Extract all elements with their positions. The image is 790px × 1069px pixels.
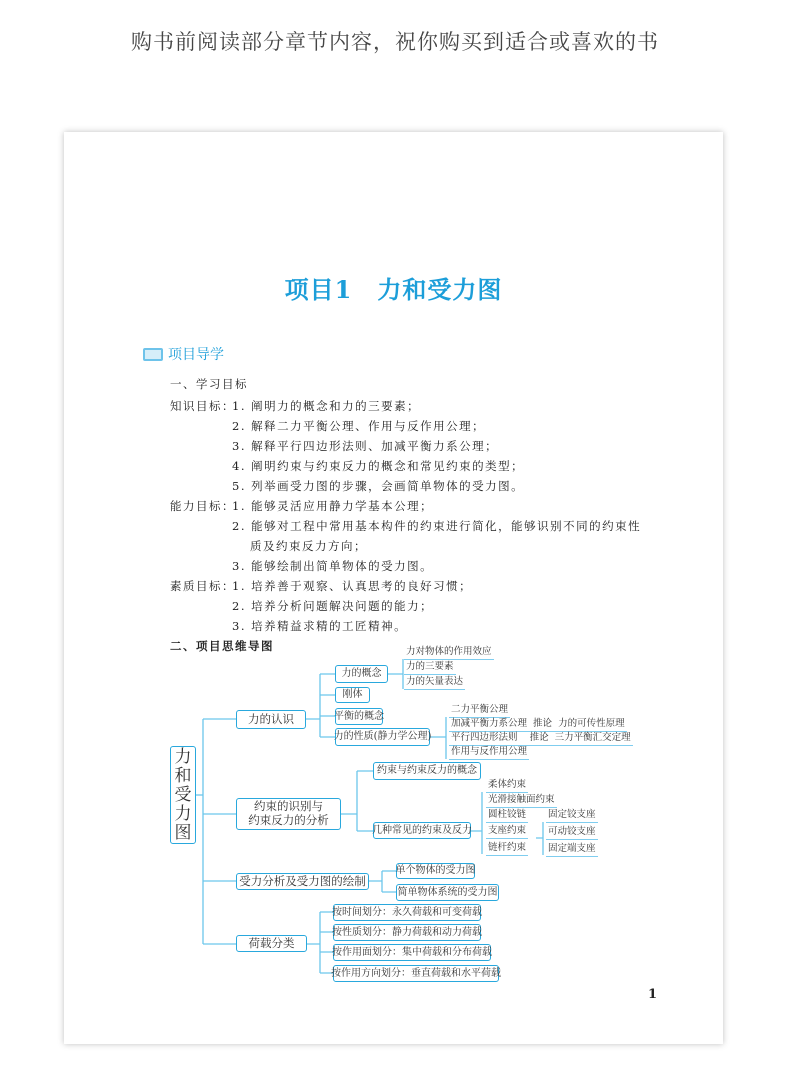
leaf: 固定端支座 <box>546 843 598 857</box>
leaf: 二力平衡公理 <box>449 704 510 718</box>
node-equilibrium: 平衡的概念 <box>335 708 383 725</box>
goal-item: 质及约束反力方向； <box>250 539 367 553</box>
ability-label: 能力目标： <box>170 499 235 513</box>
goal-item: 3. 解释平行四边形法则、加减平衡力系公理； <box>232 439 499 453</box>
leaf: 支座约束 <box>486 825 528 839</box>
quality-label: 素质目标： <box>170 579 235 593</box>
goal-item: 2. 能够对工程中常用基本构件的约束进行简化，能够识别不同的约束性 <box>232 519 642 533</box>
goal-item: 1. 培养善于观察、认真思考的良好习惯； <box>232 579 473 593</box>
mindmap-root: 力和受力图 <box>170 746 196 844</box>
leaf: 柔体约束 <box>486 779 528 793</box>
goal-item: 1. 能够灵活应用静力学基本公理； <box>232 499 434 513</box>
node-load-area: 按作用面划分：集中荷载和分布荷载 <box>333 944 491 961</box>
preview-banner: 购书前阅读部分章节内容，祝你购买到适合或喜欢的书 <box>131 30 659 54</box>
goal-item: 5. 列举画受力图的步骤，会画简单物体的受力图。 <box>232 479 525 493</box>
node-common-constraints: 几种常见的约束及反力 <box>373 822 471 839</box>
branch-line: 约束反力的分析 <box>248 813 329 827</box>
goal-item: 4. 阐明约束与约束反力的概念和常见约束的类型； <box>232 459 525 473</box>
section-label: 项目导学 <box>168 347 224 363</box>
leaf: 作用与反作用公理 <box>449 746 529 760</box>
leaf: 圆柱铰链 <box>486 809 528 823</box>
branch-line: 约束的识别与 <box>254 799 323 814</box>
branch-force-concept: 力的认识 <box>236 710 306 729</box>
leaf: 力的三要素 <box>404 661 456 675</box>
knowledge-label: 知识目标： <box>170 399 235 413</box>
branch-load-types: 荷载分类 <box>236 935 307 952</box>
goals-heading: 一、学习目标 <box>170 377 248 391</box>
node-rigid-body: 刚体 <box>335 687 370 703</box>
node-single-body: 单个物体的受力图 <box>396 863 475 879</box>
node-load-time: 按时间划分：永久荷载和可变荷载 <box>333 904 481 921</box>
page-number: 1 <box>648 987 658 1002</box>
mindmap-heading: 二、项目思维导图 <box>170 639 274 653</box>
goal-item: 3. 能够绘制出简单物体的受力图。 <box>232 559 434 573</box>
leaf: 力对物体的作用效应 <box>404 646 494 660</box>
goal-item: 1. 阐明力的概念和力的三要素； <box>232 399 421 413</box>
node-load-nature: 按性质划分：静力荷载和动力荷载 <box>333 924 481 941</box>
node-load-direction: 按作用方向划分：垂直荷载和水平荷载 <box>333 965 499 982</box>
branch-force-diagram: 受力分析及受力图的绘制 <box>236 873 369 890</box>
leaf: 平行四边形法则 推论 三力平衡汇交定理 <box>449 732 633 746</box>
goal-item: 2. 解释二力平衡公理、作用与反作用公理； <box>232 419 486 433</box>
goal-item: 2. 培养分析问题解决问题的能力； <box>232 599 434 613</box>
leaf: 固定铰支座 <box>546 809 598 823</box>
leaf: 光滑接触面约束 <box>486 794 557 808</box>
branch-constraints <box>236 798 341 830</box>
node-body-system: 简单物体系统的受力图 <box>396 884 499 901</box>
node-force-definition: 力的概念 <box>335 665 388 683</box>
goal-item: 3. 培养精益求精的工匠精神。 <box>232 619 408 633</box>
leaf: 力的矢量表达 <box>404 676 465 690</box>
book-page <box>64 132 723 1044</box>
page-title: 项目1 力和受力图 <box>284 275 503 304</box>
node-constraint-concept: 约束与约束反力的概念 <box>373 762 481 780</box>
leaf: 可动铰支座 <box>546 826 598 840</box>
leaf: 加减平衡力系公理 推论 力的可传性原理 <box>449 718 627 732</box>
node-force-properties: 力的性质(静力学公理) <box>335 728 430 746</box>
leaf: 链杆约束 <box>486 842 528 856</box>
